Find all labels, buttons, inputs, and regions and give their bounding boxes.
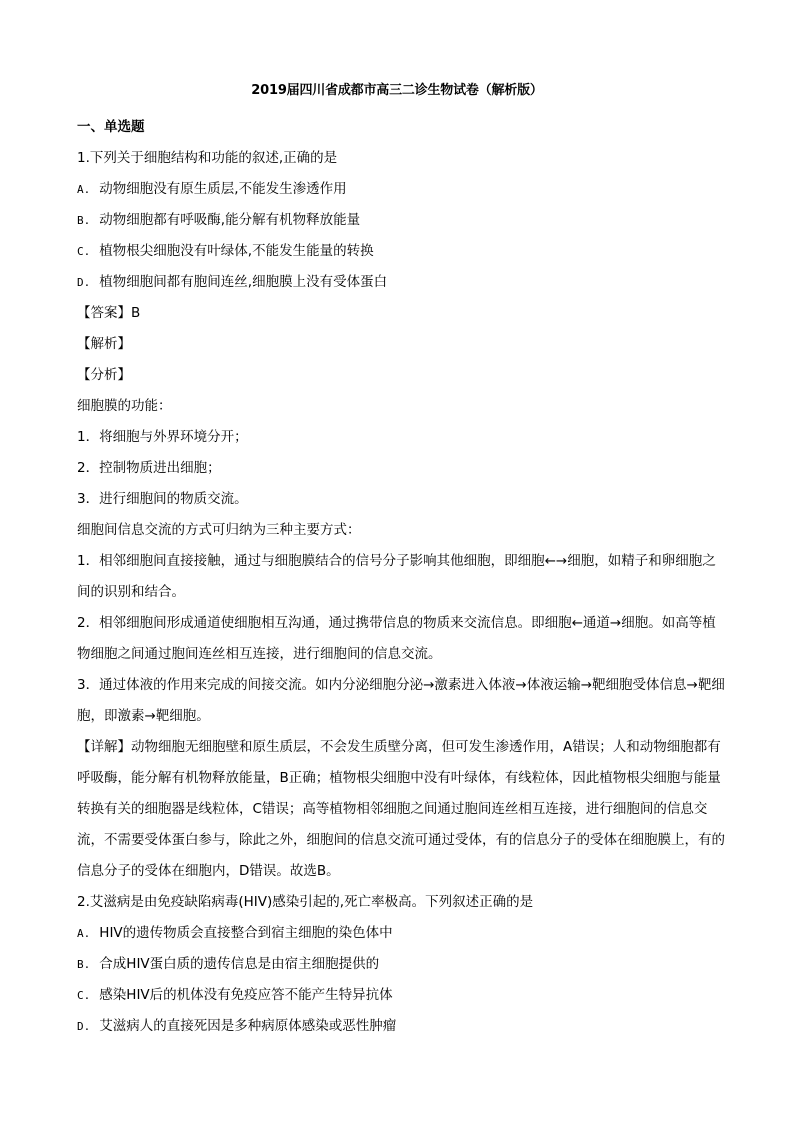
membrane-function-item: 2．控制物质进出细胞； <box>77 460 221 476</box>
option-letter: D. <box>77 1020 91 1033</box>
question-2-stem: 2.艾滋病是由免疫缺陷病毒(HIV)感染引起的,死亡率极高。下列叙述正确的是 <box>77 894 534 910</box>
section-heading: 一、单选题 <box>77 119 145 135</box>
communication-way-2: 2．相邻细胞间形成通道使细胞相互沟通，通过携带信息的物质来交流信息。即细胞←通道→细胞。如高等植物细胞之间通过胞间连丝相互连接，进行细胞间的信息交流。 <box>77 615 716 662</box>
option-letter: A. <box>77 927 91 940</box>
option-text: HIV的遗传物质会直接整合到宿主细胞的染色体中 <box>99 925 393 941</box>
question-1-stem: 1.下列关于细胞结构和功能的叙述,正确的是 <box>77 150 338 166</box>
question-1-option-c <box>77 236 727 267</box>
question-2-option-d <box>77 1011 727 1042</box>
option-text: 动物细胞都有呼吸酶,能分解有机物释放能量 <box>99 212 361 228</box>
membrane-function-item: 3．进行细胞间的物质交流。 <box>77 491 248 507</box>
option-letter: B. <box>77 958 91 971</box>
option-letter: C. <box>77 989 91 1002</box>
answer-line: 【答案】B <box>77 305 141 321</box>
membrane-function-heading: 细胞膜的功能： <box>77 398 172 414</box>
detail-explanation: 【详解】动物细胞无细胞壁和原生质层，不会发生质壁分离，但可发生渗透作用，A错误；人和动物细胞都有呼吸酶，能分解有机物释放能量，B正确；植物根尖细胞中没有叶绿体，有线粒体，因此植物根尖细胞与能量转换有关的细胞器是线粒体，C错误；高等植物相邻细胞之间通过胞间连丝相互连接，进行细胞间的信息交流，不需要受体蛋白参与，除此之外，细胞间的信息交流可通过受体，有的信息分子的受体在细胞膜上，有的信息分子的受体在细胞内，D错误。故选B。 <box>77 739 725 879</box>
question-1-option-a <box>77 174 727 205</box>
option-text: 植物细胞间都有胞间连丝,细胞膜上没有受体蛋白 <box>99 274 388 290</box>
option-letter: C. <box>77 245 91 258</box>
option-text: 艾滋病人的直接死因是多种病原体感染或恶性肿瘤 <box>99 1018 397 1034</box>
option-letter: B. <box>77 214 91 227</box>
question-2-option-c <box>77 980 727 1011</box>
option-text: 感染HIV后的机体没有免疫应答不能产生特异抗体 <box>99 987 393 1003</box>
question-2-option-b <box>77 949 727 980</box>
question-1-option-b <box>77 205 727 236</box>
option-text: 动物细胞没有原生质层,不能发生渗透作用 <box>99 181 347 197</box>
communication-intro: 细胞间信息交流的方式可归纳为三种主要方式： <box>77 522 361 538</box>
option-letter: D. <box>77 276 91 289</box>
document-body <box>77 112 727 1042</box>
option-text: 合成HIV蛋白质的遗传信息是由宿主细胞提供的 <box>99 956 380 972</box>
communication-way-3: 3．通过体液的作用来完成的间接交流。如内分泌细胞分泌→激素进入体液→体液运输→靶细胞受体信息→靶细胞，即激素→靶细胞。 <box>77 677 725 724</box>
question-2-option-a <box>77 918 727 949</box>
communication-way-1: 1．相邻细胞间直接接触，通过与细胞膜结合的信号分子影响其他细胞，即细胞←→细胞，如精子和卵细胞之间的识别和结合。 <box>77 553 716 600</box>
membrane-function-item: 1．将细胞与外界环境分开； <box>77 429 248 445</box>
option-letter: A. <box>77 183 91 196</box>
document-title: 2019届四川省成都市高三二诊生物试卷（解析版） <box>251 83 543 98</box>
question-1-option-d <box>77 267 727 298</box>
analysis-heading: 【解析】 <box>77 336 131 352</box>
option-text: 植物根尖细胞没有叶绿体,不能发生能量的转换 <box>99 243 374 259</box>
fenxi-heading: 【分析】 <box>77 367 131 383</box>
